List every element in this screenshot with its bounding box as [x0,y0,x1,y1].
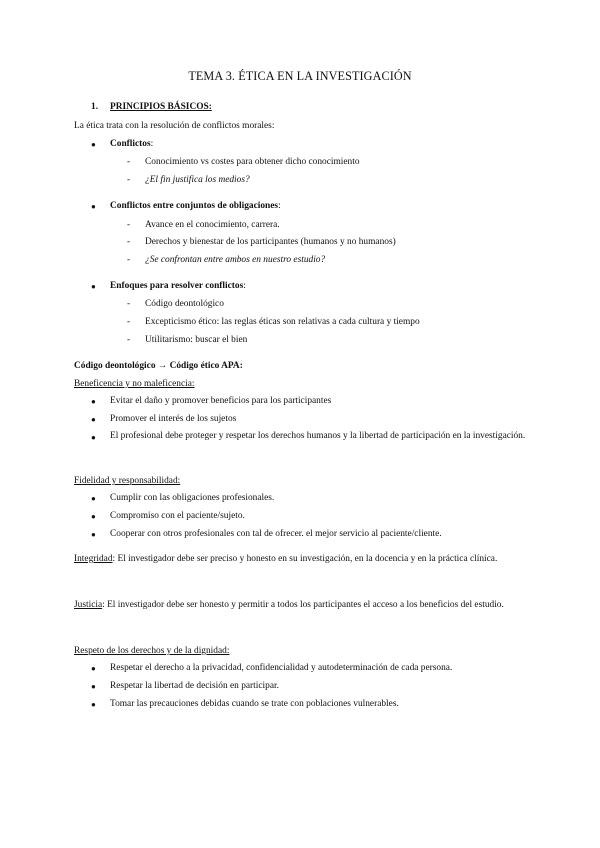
bullet-icon: ● [91,530,96,539]
page-title: TEMA 3. ÉTICA EN LA INVESTIGACIÓN [188,69,412,83]
justicia-text: : El investigador debe ser honesto y permitir a todos los participantes el acceso a los beneficios del estudio. [102,600,504,610]
dash-icon: - [127,299,131,309]
sub-item: ¿El fin justifica los medios? [145,175,250,185]
bullet-icon: ● [91,140,96,149]
fidelidad-heading: Fidelidad y responsabilidad: [74,476,181,486]
bullet-icon: ● [91,415,96,424]
dash-icon: - [127,255,131,265]
sub-item: Utilitarismo: buscar el bien [145,335,248,345]
justicia-paragraph [74,597,529,615]
bullet-icon: ● [91,700,96,709]
bullet-suffix: : [243,281,246,291]
beneficencia-item: Evitar el daño y promover beneficios para los participantes [110,396,332,406]
bullet-label: Conflictos entre conjuntos de obligaciones [110,201,279,211]
integridad-paragraph [74,551,529,569]
dash-icon: - [127,175,131,185]
bullet-suffix: : [150,139,154,149]
dash-icon: - [127,220,131,230]
bullet-icon: ● [91,282,96,291]
fidelidad-item: Cooperar con otros profesionales con tal de ofrecer. el mejor servicio al paciente/cliente. [110,529,442,539]
bullet-conflictos [110,140,153,149]
bullet-icon: ● [91,664,96,673]
justicia-label: Justicia [74,600,103,610]
fidelidad-item: Compromiso con el paciente/sujeto. [110,511,245,521]
fidelidad-item: Cumplir con las obligaciones profesionales. [110,493,275,503]
bullet-enfoques [110,282,246,291]
dash-icon: - [127,157,131,167]
section-heading: PRINCIPIOS BÁSICOS: [110,102,212,112]
sub-item: Excepticismo ético: las reglas éticas son relativas a cada cultura y tiempo [145,317,420,327]
sub-item: ¿Se confrontan entre ambos en nuestro estudio? [145,255,326,265]
dash-icon: - [127,335,131,345]
sub-item: Conocimiento vs costes para obtener dicho conocimiento [145,157,360,167]
bullet-icon: ● [91,682,96,691]
dash-icon: - [127,237,131,247]
dash-icon: - [127,317,131,327]
integridad-text: : El investigador debe ser preciso y honesto en su investigación, en la docencia y en la práctica clínica. [112,554,498,564]
beneficencia-heading: Beneficencia y no maleficencia: [74,379,195,389]
sub-item: Código deontológico [145,299,224,309]
beneficencia-item: El profesional debe proteger y respetar los derechos humanos y la libertad de participación en la investigación. [110,431,526,441]
bullet-obligaciones [110,202,281,211]
respeto-item: Respetar la libertad de decisión en participar. [110,681,279,691]
sub-item: Derechos y bienestar de los participantes (humanos y no humanos) [145,237,396,247]
integridad-label: Integridad [74,554,113,564]
respeto-item: Respetar el derecho a la privacidad, confidencialidad y autodeterminación de cada persona. [110,663,453,673]
respeto-heading: Respeto de los derechos y de la dignidad: [74,646,230,656]
bullet-icon: ● [91,202,96,211]
beneficencia-item: Promover el interés de los sujetos [110,414,237,424]
code-heading: Código deontológico → Código ético APA: [74,361,243,371]
bullet-icon: ● [91,397,96,406]
bullet-icon: ● [91,494,96,503]
bullet-label: Conflictos [110,139,151,149]
bullet-suffix: : [278,201,281,211]
sub-item: Avance en el conocimiento, carrera. [145,220,280,230]
bullet-label: Enfoques para resolver conflictos [110,281,244,291]
bullet-icon: ● [91,512,96,521]
respeto-item: Tomar las precauciones debidas cuando se trate con poblaciones vulnerables. [110,699,399,709]
bullet-icon: ● [91,433,96,442]
section-number: 1. [91,102,99,112]
intro-text: La ética trata con la resolución de conflictos morales: [74,121,275,131]
